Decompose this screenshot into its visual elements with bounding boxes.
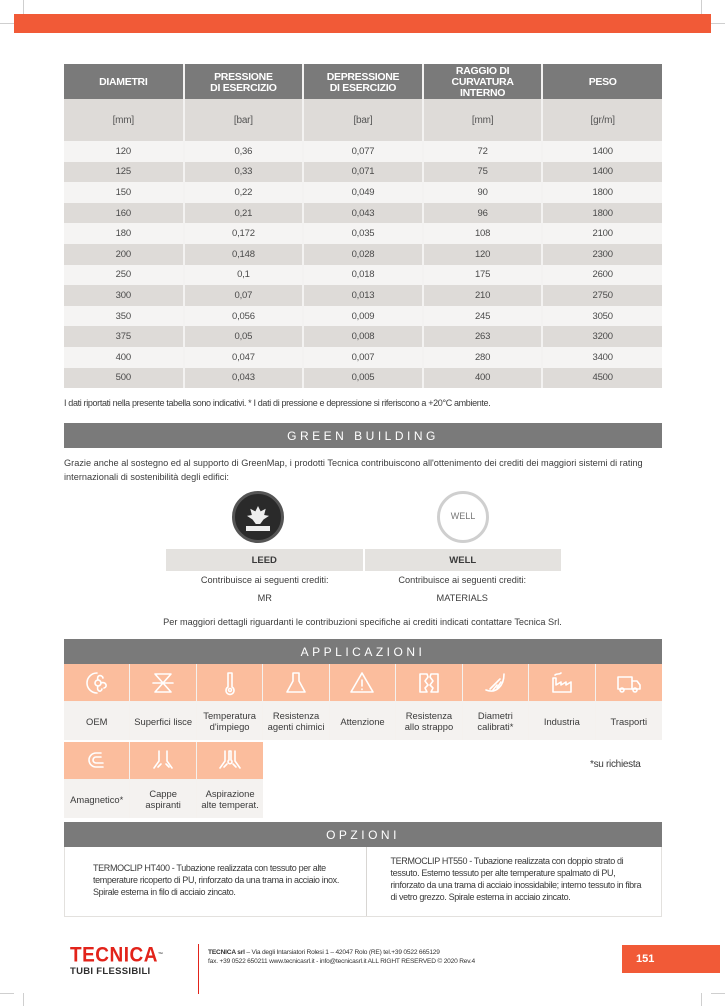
- table-cell: 0,008: [303, 326, 423, 347]
- table-cell: 0,043: [303, 203, 423, 224]
- table-cell: 245: [423, 306, 543, 327]
- flask-icon: [263, 664, 328, 702]
- table-cell: 96: [423, 203, 543, 224]
- table-cell: 2600: [542, 265, 662, 286]
- factory-icon: [529, 664, 594, 702]
- table-cell: 300: [64, 285, 184, 306]
- table-cell: 72: [423, 141, 543, 162]
- brand-name: TECNICA™: [70, 943, 164, 968]
- application-item: [596, 664, 662, 740]
- table-row: [64, 368, 662, 389]
- crop-mark: [701, 0, 702, 14]
- table-row: [64, 223, 662, 244]
- fan-icon: [64, 664, 129, 702]
- application-item: [396, 664, 462, 740]
- table-cell: 0,07: [184, 285, 304, 306]
- credits-table: [166, 549, 561, 607]
- footer-divider: [198, 944, 199, 994]
- application-item: [463, 664, 529, 740]
- magnet-icon: [64, 742, 129, 780]
- table-cell: 0,21: [184, 203, 304, 224]
- table-row: [64, 141, 662, 162]
- well-logo-icon: [437, 491, 489, 543]
- application-label: Amagnetico*: [64, 780, 129, 818]
- application-label: Resistenza agenti chimici: [263, 702, 328, 740]
- application-label: Trasporti: [596, 702, 662, 740]
- column-header-raggio: RAGGIO DI CURVATURA INTERNO: [423, 64, 543, 99]
- credits-leed-desc: Contribuisce ai seguenti crediti:: [200, 575, 329, 585]
- table-cell: 0,077: [303, 141, 423, 162]
- hood-icon: [130, 742, 195, 780]
- column-header-depressione: DEPRESSIONE DI ESERCIZIO: [303, 64, 423, 99]
- unit-cell: [bar]: [184, 99, 304, 141]
- hourglass-icon: [130, 664, 195, 702]
- green-building-intro: Grazie anche al sostegno ed al supporto di GreenMap, i prodotti Tecnica contribuiscono all'ottenimento dei crediti dei maggiori sistemi di rating internazionali di sostenibilità degli edifici:: [64, 458, 643, 482]
- table-cell: 160: [64, 203, 184, 224]
- table-cell: 0,22: [184, 182, 304, 203]
- table-cell: 180: [64, 223, 184, 244]
- table-cell: 90: [423, 182, 543, 203]
- table-cell: 0,005: [303, 368, 423, 389]
- credits-well-desc: Contribuisce ai seguenti crediti:: [398, 575, 527, 585]
- application-item: [130, 664, 196, 740]
- application-label: Diametri calibrati*: [463, 702, 528, 740]
- applications-row-2: [64, 742, 263, 818]
- brand-tagline: TUBI FLESSIBILI: [70, 966, 151, 977]
- table-cell: 200: [64, 244, 184, 265]
- table-cell: 375: [64, 326, 184, 347]
- application-item: [330, 664, 396, 740]
- specs-table: [64, 64, 662, 388]
- table-cell: 0,148: [184, 244, 304, 265]
- table-cell: 4500: [542, 368, 662, 389]
- address-line-2: fax. +39 0522 650211 www.tecnicasrl.it - info@tecnicasrl.it ALL RIGHT RESERVED © 2020 Rev.4: [208, 958, 475, 965]
- warning-icon: [330, 664, 395, 702]
- table-row: [64, 244, 662, 265]
- table-cell: 3200: [542, 326, 662, 347]
- leaf-icon: [247, 506, 269, 524]
- applications-row-1: [64, 664, 662, 740]
- truck-icon: [596, 664, 662, 702]
- application-item: [197, 742, 263, 818]
- unit-cell: [bar]: [303, 99, 423, 141]
- table-cell: 0,013: [303, 285, 423, 306]
- table-cell: 120: [423, 244, 543, 265]
- tecnica-logo: [70, 943, 164, 977]
- table-cell: 0,035: [303, 223, 423, 244]
- table-header-row: [64, 64, 662, 99]
- section-title-opzioni: OPZIONI: [64, 822, 662, 847]
- application-label: Aspirazione alte temperat.: [197, 780, 263, 818]
- contact-note: Per maggiori dettagli riguardanti le contribuzioni specifiche ai crediti indicati contattare Tecnica Srl.: [163, 617, 562, 627]
- table-cell: 2750: [542, 285, 662, 306]
- unit-cell: [mm]: [423, 99, 543, 141]
- crop-mark: [711, 993, 725, 994]
- logo-band: [246, 526, 270, 531]
- table-cell: 0,047: [184, 347, 304, 368]
- thermometer-icon: [197, 664, 262, 702]
- table-cell: 0,05: [184, 326, 304, 347]
- crop-mark: [23, 993, 24, 1006]
- table-note: I dati riportati nella presente tabella sono indicativi. * I dati di pressione e depressione si riferiscono a +20°C ambiente.: [64, 398, 491, 408]
- table-cell: 0,007: [303, 347, 423, 368]
- tear-icon: [396, 664, 461, 702]
- table-cell: 120: [64, 141, 184, 162]
- table-row: [64, 285, 662, 306]
- table-cell: 3050: [542, 306, 662, 327]
- table-cell: 175: [423, 265, 543, 286]
- column-header-peso: PESO: [542, 64, 662, 99]
- table-row: [64, 265, 662, 286]
- table-cell: 280: [423, 347, 543, 368]
- crop-mark: [23, 0, 24, 14]
- application-label: Temperatura d'impiego: [197, 702, 262, 740]
- calibrated-diameter-icon: [463, 664, 528, 702]
- table-cell: 263: [423, 326, 543, 347]
- units-row: [64, 99, 662, 141]
- table-cell: 0,056: [184, 306, 304, 327]
- table-cell: 75: [423, 162, 543, 183]
- table-cell: 0,071: [303, 162, 423, 183]
- application-label: Superfici lisce: [130, 702, 195, 740]
- unit-cell: [mm]: [64, 99, 184, 141]
- table-cell: 0,049: [303, 182, 423, 203]
- options-box: [64, 847, 662, 917]
- table-cell: 2100: [542, 223, 662, 244]
- table-cell: 0,043: [184, 368, 304, 389]
- hot-suction-icon: [197, 742, 263, 780]
- table-row: [64, 347, 662, 368]
- table-cell: 500: [64, 368, 184, 389]
- table-cell: 125: [64, 162, 184, 183]
- unit-cell: [gr/m]: [542, 99, 662, 141]
- table-cell: 0,1: [184, 265, 304, 286]
- table-cell: 0,172: [184, 223, 304, 244]
- application-label: OEM: [64, 702, 129, 740]
- table-cell: 0,36: [184, 141, 304, 162]
- header-accent-bar: [14, 14, 711, 33]
- credits-header-well: WELL: [364, 549, 562, 571]
- application-item: [64, 664, 130, 740]
- table-cell: 1400: [542, 162, 662, 183]
- crop-mark: [701, 993, 702, 1006]
- crop-mark: [0, 23, 14, 24]
- application-label: Cappe aspiranti: [130, 780, 195, 818]
- option-ht400: TERMOCLIP HT400 - Tubazione realizzata con tessuto per alte temperature ricoperto di PU, rinforzato da una trama in acciaio inox. Spirale esterna in filo di acciaio zincato.: [65, 847, 367, 916]
- table-cell: 350: [64, 306, 184, 327]
- section-title-applicazioni: APPLICAZIONI: [64, 639, 662, 664]
- table-row: [64, 182, 662, 203]
- table-cell: 0,009: [303, 306, 423, 327]
- credits-header-leed: LEED: [166, 549, 364, 571]
- credits-leed-value: MR: [257, 593, 272, 603]
- table-cell: 150: [64, 182, 184, 203]
- table-cell: 2300: [542, 244, 662, 265]
- application-item: [130, 742, 196, 818]
- application-label: Industria: [529, 702, 594, 740]
- section-title-green-building: GREEN BUILDING: [64, 423, 662, 448]
- table-row: [64, 203, 662, 224]
- table-cell: 1400: [542, 141, 662, 162]
- table-cell: 0,028: [303, 244, 423, 265]
- table-cell: 1800: [542, 203, 662, 224]
- leed-logo-icon: [232, 491, 284, 543]
- table-row: [64, 306, 662, 327]
- table-cell: 0,018: [303, 265, 423, 286]
- application-item: [64, 742, 130, 818]
- footer-contact: [208, 948, 475, 966]
- well-logo-text: WELL: [450, 511, 476, 521]
- application-label: Resistenza allo strappo: [396, 702, 461, 740]
- table-cell: 3400: [542, 347, 662, 368]
- column-header-pressione: PRESSIONE DI ESERCIZIO: [184, 64, 304, 99]
- company-name: TECNICA srl: [208, 949, 245, 956]
- table-cell: 400: [423, 368, 543, 389]
- table-cell: 250: [64, 265, 184, 286]
- crop-mark: [711, 23, 725, 24]
- table-row: [64, 326, 662, 347]
- application-item: [197, 664, 263, 740]
- table-cell: 0,33: [184, 162, 304, 183]
- crop-mark: [0, 993, 14, 994]
- application-item: [263, 664, 329, 740]
- footnote-su-richiesta: *su richiesta: [590, 759, 641, 770]
- column-header-diametri: DIAMETRI: [64, 64, 184, 99]
- credits-well-value: MATERIALS: [436, 593, 488, 603]
- page-number: 151: [622, 945, 720, 973]
- address-line-1: – Via degli Intarsiatori Rolesi 1 – 42047 Rolo (RE) tel.+39 0522 665129: [244, 949, 440, 956]
- application-item: [529, 664, 595, 740]
- table-cell: 108: [423, 223, 543, 244]
- table-cell: 1800: [542, 182, 662, 203]
- table-cell: 210: [423, 285, 543, 306]
- table-cell: 400: [64, 347, 184, 368]
- table-row: [64, 162, 662, 183]
- application-label: Attenzione: [330, 702, 395, 740]
- option-ht550: TERMOCLIP HT550 - Tubazione realizzata con doppio strato di tessuto. Esterno tessuto per alte temperature spalmato di PU, rinforzato da una trama di acciaio inossidabile; interno tessuto in fibra di vetro grezzo. Spirale esterna in acciaio zincato.: [390, 856, 642, 902]
